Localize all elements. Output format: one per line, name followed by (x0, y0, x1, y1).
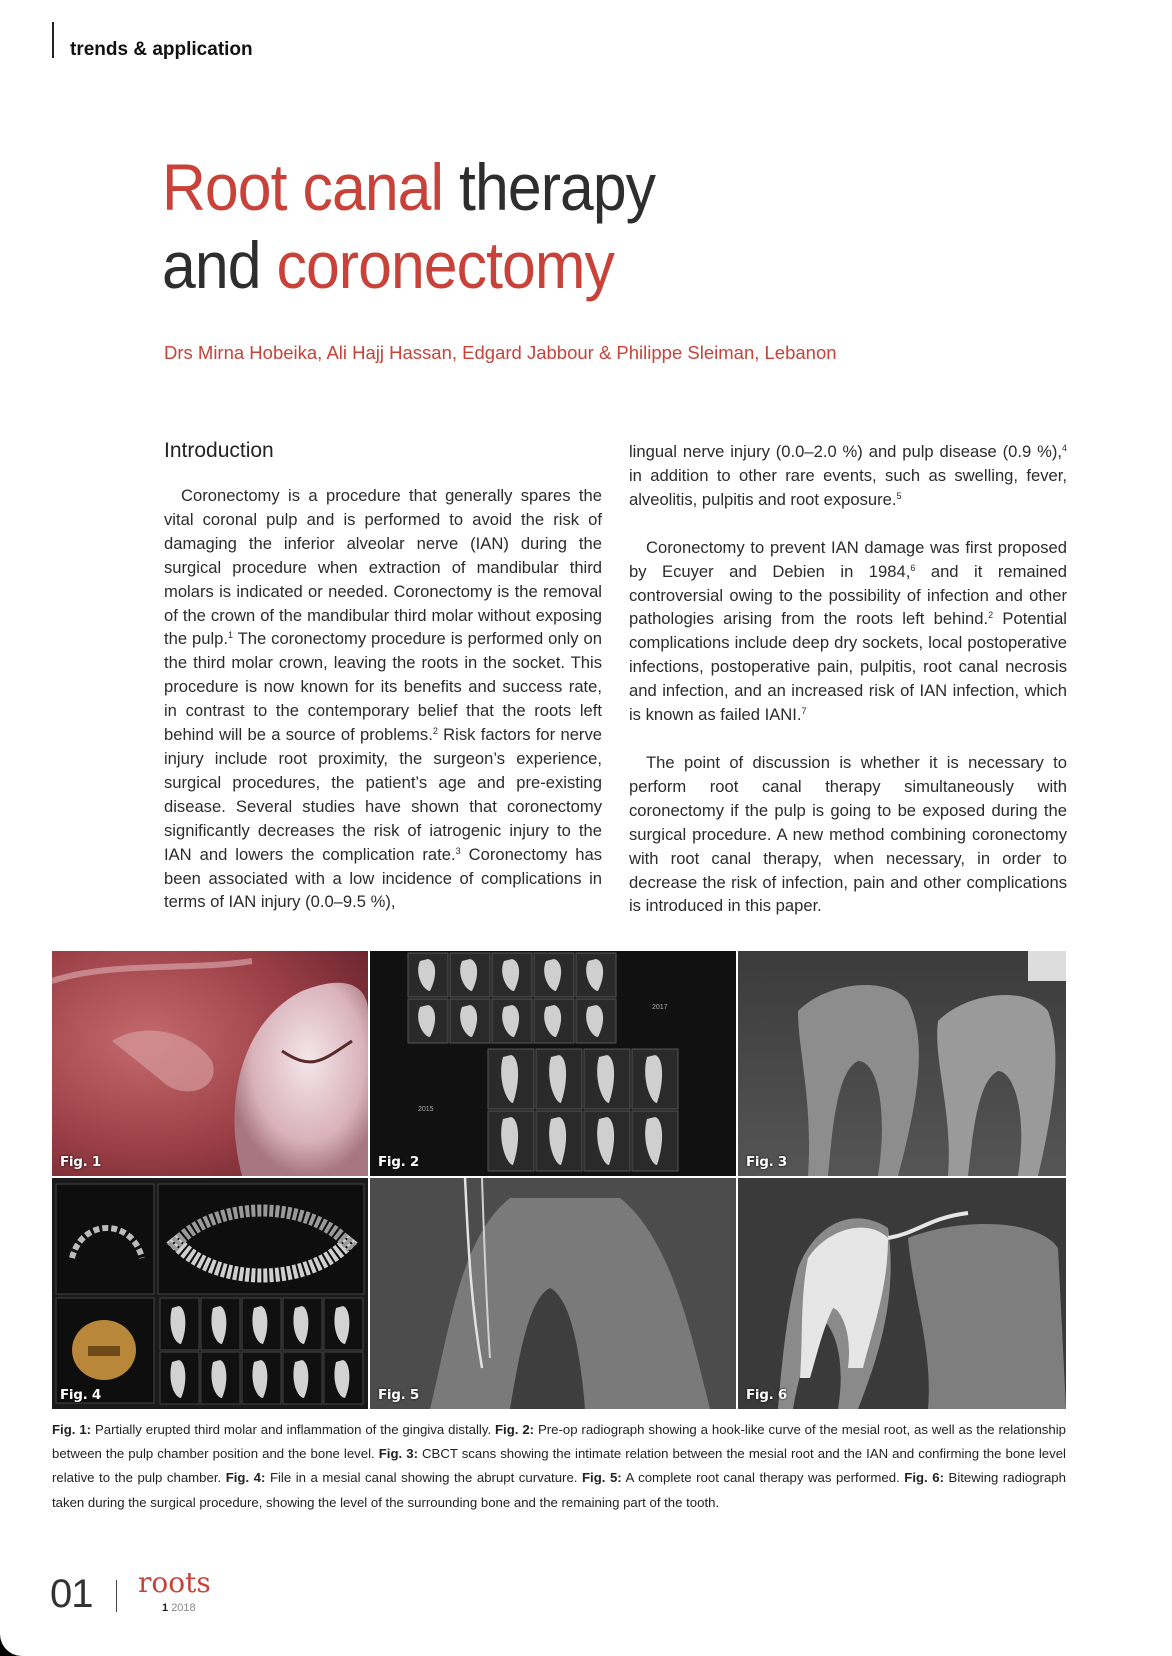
paragraph-3: The point of discussion is whether it is necessary to perform root canal therapy simultaneously with coronectomy if the pulp is going to be exposed during the surgical procedure. A new method combining coronectomy with root canal therapy, when necessary, in order to decrease the risk of infection, pain and other complications is introduced in this paper. (629, 752, 1067, 916)
figure-3[interactable] (738, 951, 1066, 1176)
caption-text-1: Partially erupted third molar and inflammation of the gingiva distally. (91, 1422, 495, 1437)
bitewing-radiograph-icon (738, 1178, 1066, 1409)
figure-6-label: Fig. 6 (746, 1387, 787, 1403)
caption-label-5: Fig. 5: (581, 1470, 622, 1486)
reference-4[interactable]: 4 (1061, 443, 1067, 453)
paragraph-1-continued: lingual nerve injury (0.0–2.0 %) and pulp disease (0.9 %),$^4$ in addition to other rare events, such as swelling, fever, alveolitis, pulpitis and root exposure.$^5$ (629, 442, 1067, 509)
figure-6[interactable] (738, 1178, 1066, 1409)
figure-5-label: Fig. 5 (378, 1387, 419, 1403)
issue-year: 2018 (171, 1602, 196, 1614)
figure-4-label: Fig. 4 (60, 1387, 101, 1403)
section-tag: trends & application (52, 22, 253, 58)
caption-text-4: File in a mesial canal showing the abrupt curvature. (265, 1470, 582, 1486)
column-right (629, 440, 1067, 918)
periapical-radiograph-icon (738, 951, 1066, 1176)
cbct-year-bottom: 2015 (418, 1106, 434, 1113)
title-part-therapy: therapy (443, 150, 656, 224)
paragraph-2: Coronectomy to prevent IAN damage was first proposed by Ecuyer and Debien in 1984,$^6$ and it remained controversial owing to the possibility of infection and other pathologies arising from the roots left behind.$^2$ Potential complications include deep dry sockets, local postoperative infections, postoperative pain, pulpitis, root canal necrosis and infection, and an increased risk of IAN infection, which is known as failed IANI.$^7$ (629, 537, 1067, 725)
caption-label-6: Fig. 6: (904, 1470, 944, 1486)
intraoral-photo-icon (52, 951, 368, 1176)
footer-divider (116, 1580, 117, 1612)
cbct-year-top: 2017 (652, 1004, 668, 1011)
caption-label-4: Fig. 4: (225, 1470, 266, 1486)
issue-number: 1 (162, 1602, 169, 1614)
figure-3-label: Fig. 3 (746, 1154, 787, 1170)
caption-text-3: CBCT scans showing the intimate relation between the mesial root and the IAN and confirming the bone level relative to the pulp chamber. (52, 1446, 1066, 1486)
cbct-slices-icon (370, 951, 736, 1176)
title-part-and: and (162, 228, 277, 302)
caption-text-5: A complete root canal therapy was performed. (621, 1470, 905, 1486)
caption-text-2: Pre-op radiograph showing a hook-like curve of the mesial root, as well as the relationship between the pulp chamber position and the bone level. (52, 1422, 1066, 1462)
cbct-panoramic-icon (52, 1178, 368, 1409)
journal-logo: roots (138, 1566, 211, 1599)
root-canal-file-radiograph-icon (370, 1178, 736, 1409)
title-part-coronectomy: coronectomy (276, 228, 614, 302)
reference-2b[interactable]: 2 (988, 610, 994, 621)
title-part-root-canal: Root canal (162, 150, 444, 224)
figure-1[interactable] (52, 951, 368, 1176)
caption-label-2: Fig. 2: (495, 1422, 535, 1437)
caption-label-1: Fig. 1: (52, 1422, 92, 1437)
page-number: 01 (50, 1572, 93, 1616)
reference-3[interactable]: 3 (455, 845, 461, 856)
reference-1[interactable]: 1 (227, 630, 233, 641)
reference-7[interactable]: 7 (801, 706, 807, 717)
paragraph-1: Coronectomy is a procedure that generally spares the vital coronal pulp and is performed to avoid the risk of damaging the inferior alveolar nerve (IAN) during the surgical procedure when extraction of mandibular third molars is indicated or needed. Coronectomy is the removal of the crown of the mandibular third molar without exposing the pulp.$^1$ The coronectomy procedure is performed only on the third molar crown, leaving the roots in the socket. This procedure is now known for its benefits and success rate, in contrast to the contemporary belief that the roots left behind will be a source of problems.$^2$ Risk factors for nerve injury include root proximity, the surgeon’s experience, surgical procedures, the patient’s age and pre-existing disease. Several studies have shown that coronectomy significantly decreases the risk of iatrogenic injury to the IAN and lowers the complication rate.$^3$ Coronectomy has been associated with a low incidence of complications in terms of IAN injury (0.0–9.5 %), (164, 486, 603, 912)
figure-5[interactable] (370, 1178, 736, 1409)
column-left (164, 438, 602, 914)
figure-caption (52, 1418, 1066, 1515)
caption-text-6: Bitewing radiograph taken during the surgical procedure, showing the level of the surrounding bone and the remaining part of the tooth. (52, 1470, 1066, 1510)
figure-1-label: Fig. 1 (60, 1154, 101, 1170)
caption-label-3: Fig. 3: (378, 1446, 418, 1462)
figure-2-label: Fig. 2 (378, 1154, 419, 1170)
figure-4[interactable] (52, 1178, 368, 1409)
reference-5[interactable]: 5 (896, 490, 902, 501)
issue-info (162, 1602, 196, 1614)
figure-2[interactable] (370, 951, 736, 1176)
section-heading: Introduction (164, 439, 274, 462)
authors: Drs Mirna Hobeika, Ali Hajj Hassan, Edgard Jabbour & Philippe Sleiman, Lebanon (164, 342, 837, 363)
reference-6[interactable]: 6 (910, 562, 916, 573)
article-title (162, 148, 990, 304)
reference-2[interactable]: 2 (432, 726, 438, 737)
